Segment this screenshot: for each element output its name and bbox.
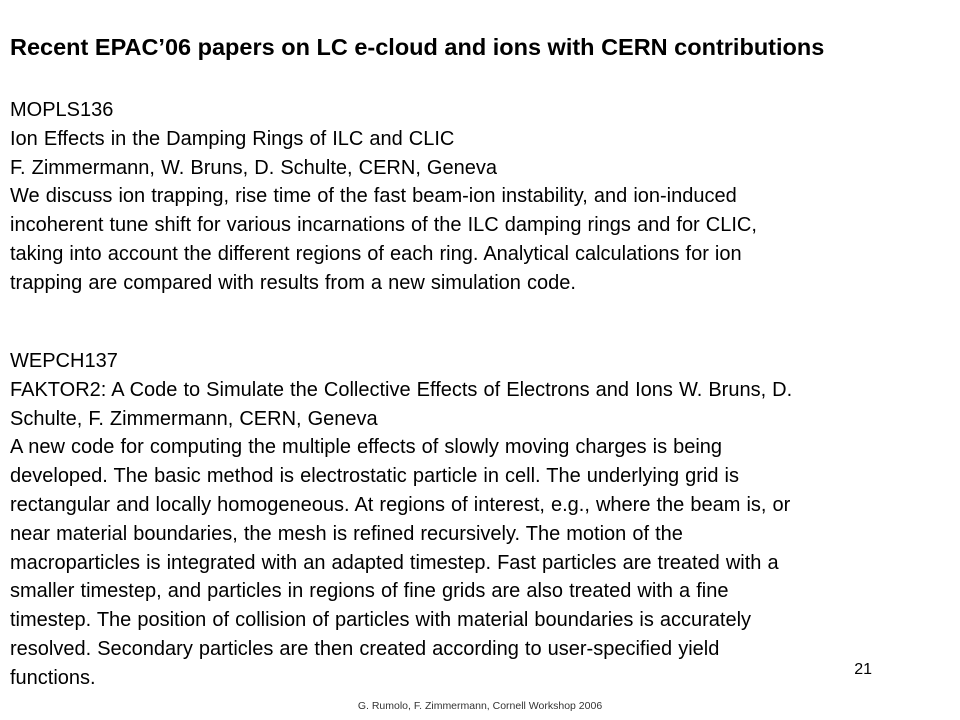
slide-body: [10, 96, 950, 693]
paper-title: FAKTOR2: A Code to Simulate the Collective Effects of Electrons and Ions W. Bruns, D.: [10, 378, 793, 401]
paper-separator: [10, 298, 950, 348]
paper-abstract-line: taking into account the different regions of each ring. Analytical calculations for ion: [10, 242, 742, 265]
paper-abstract-line: smaller timestep, and particles in regions of fine grids are also treated with a fine: [10, 580, 729, 603]
paper-authors: F. Zimmermann, W. Bruns, D. Schulte, CERN, Geneva: [10, 156, 497, 179]
paper-abstract-line: near material boundaries, the mesh is refined recursively. The motion of the: [10, 522, 683, 545]
slide-title: Recent EPAC’06 papers on LC e-cloud and ions with CERN contributions: [10, 34, 825, 60]
paper-abstract-line: trapping are compared with results from a new simulation code.: [10, 271, 576, 294]
paper-abstract-line: resolved. Secondary particles are then created according to user-specified yield: [10, 638, 720, 661]
paper-abstract-line: functions.: [10, 666, 96, 689]
paper-abstract-line: incoherent tune shift for various incarnations of the ILC damping rings and for CLIC,: [10, 214, 757, 237]
footer-credit: G. Rumolo, F. Zimmermann, Cornell Workshop 2006: [357, 700, 603, 712]
paper-title: Ion Effects in the Damping Rings of ILC and CLIC: [10, 127, 455, 150]
paper-abstract-line: developed. The basic method is electrostatic particle in cell. The underlying grid is: [10, 465, 739, 488]
page-number: 21: [854, 661, 872, 678]
paper-id: MOPLS136: [10, 99, 114, 121]
paper-abstract-line: We discuss ion trapping, rise time of the fast beam-ion instability, and ion-induced: [10, 185, 737, 208]
paper-abstract-line: rectangular and locally homogeneous. At regions of interest, e.g., where the beam is, or: [10, 494, 791, 517]
paper-title: Schulte, F. Zimmermann, CERN, Geneva: [10, 407, 378, 430]
paper-id: WEPCH137: [10, 350, 118, 373]
paper-abstract-line: macroparticles is integrated with an adapted timestep. Fast particles are treated with a: [10, 551, 779, 574]
paper-abstract-line: timestep. The position of collision of particles with material boundaries is accurately: [10, 609, 752, 632]
paper-abstract-line: A new code for computing the multiple effects of slowly moving charges is being: [10, 436, 723, 459]
